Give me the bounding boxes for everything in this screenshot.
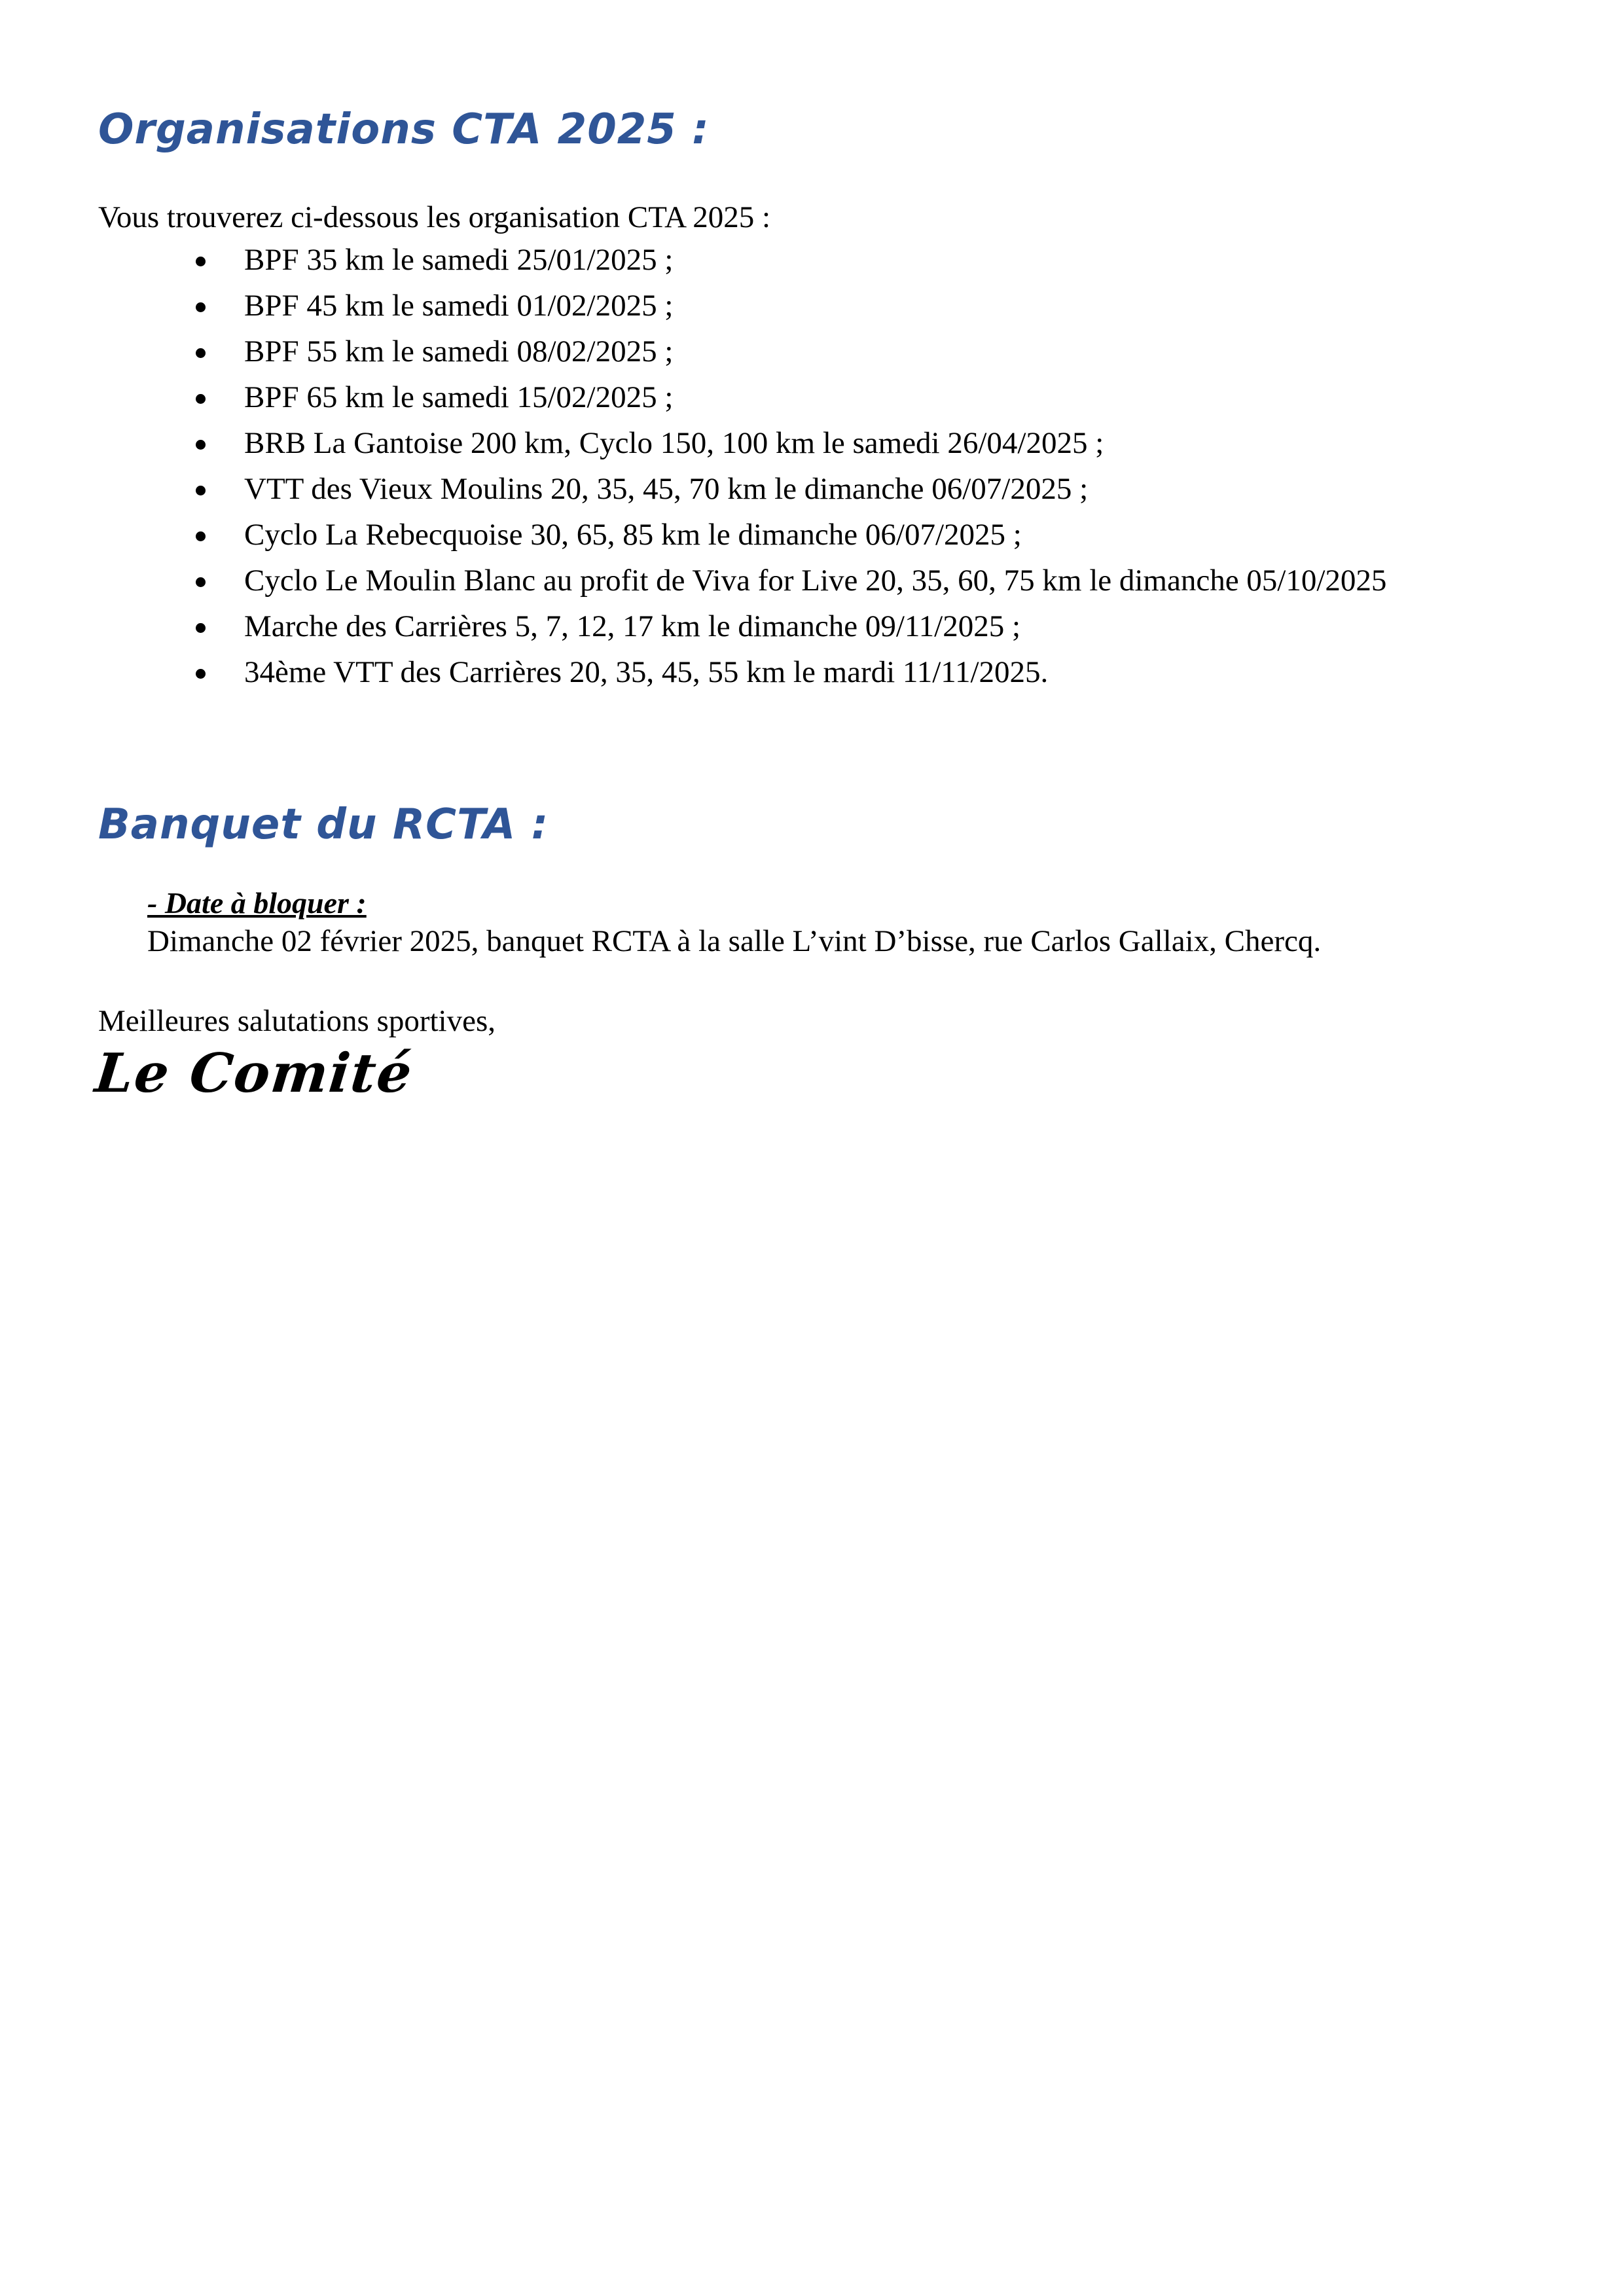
bullet-icon — [196, 577, 206, 587]
list-item-text: Cyclo La Rebecquoise 30, 65, 85 km le dimanche 06/07/2025 ; — [244, 518, 1022, 552]
date-label: - Date à bloquer : — [147, 886, 367, 920]
organisations-heading: Organisations CTA 2025 : — [98, 105, 710, 154]
list-item-text: Cyclo Le Moulin Blanc au profit de Viva for Live 20, 35, 60, 75 km le dimanche 05/10/2025 — [244, 564, 1387, 598]
bullet-icon — [196, 394, 206, 404]
list-item-text: 34ème VTT des Carrières 20, 35, 45, 55 km le mardi 11/11/2025. — [244, 655, 1049, 689]
bullet-icon — [196, 486, 206, 495]
list-item-text: BPF 35 km le samedi 25/01/2025 ; — [244, 243, 674, 277]
bullet-icon — [196, 302, 206, 312]
list-item-text: Marche des Carrières 5, 7, 12, 17 km le dimanche 09/11/2025 ; — [244, 609, 1021, 643]
banquet-date-text: Dimanche 02 février 2025, banquet RCTA à la salle L’vint D’bisse, rue Carlos Gallaix, Chercq. — [147, 924, 1322, 958]
organisations-intro: Vous trouverez ci-dessous les organisation CTA 2025 : — [98, 200, 771, 234]
list-item-text: VTT des Vieux Moulins 20, 35, 45, 70 km le dimanche 06/07/2025 ; — [244, 472, 1089, 506]
bullet-icon — [196, 623, 206, 633]
bullet-icon — [196, 348, 206, 358]
signature: Le Comité — [92, 1042, 416, 1105]
list-item-text: BRB La Gantoise 200 km, Cyclo 150, 100 km le samedi 26/04/2025 ; — [244, 426, 1104, 460]
bullet-icon — [196, 669, 206, 679]
bullet-icon — [196, 440, 206, 450]
list-item-text: BPF 55 km le samedi 08/02/2025 ; — [244, 334, 674, 368]
closing-greeting: Meilleures salutations sportives, — [98, 1004, 496, 1038]
bullet-icon — [196, 257, 206, 266]
bullet-icon — [196, 531, 206, 541]
list-item-text: BPF 65 km le samedi 15/02/2025 ; — [244, 380, 674, 414]
list-item-text: BPF 45 km le samedi 01/02/2025 ; — [244, 289, 674, 323]
banquet-heading: Banquet du RCTA : — [98, 800, 549, 849]
